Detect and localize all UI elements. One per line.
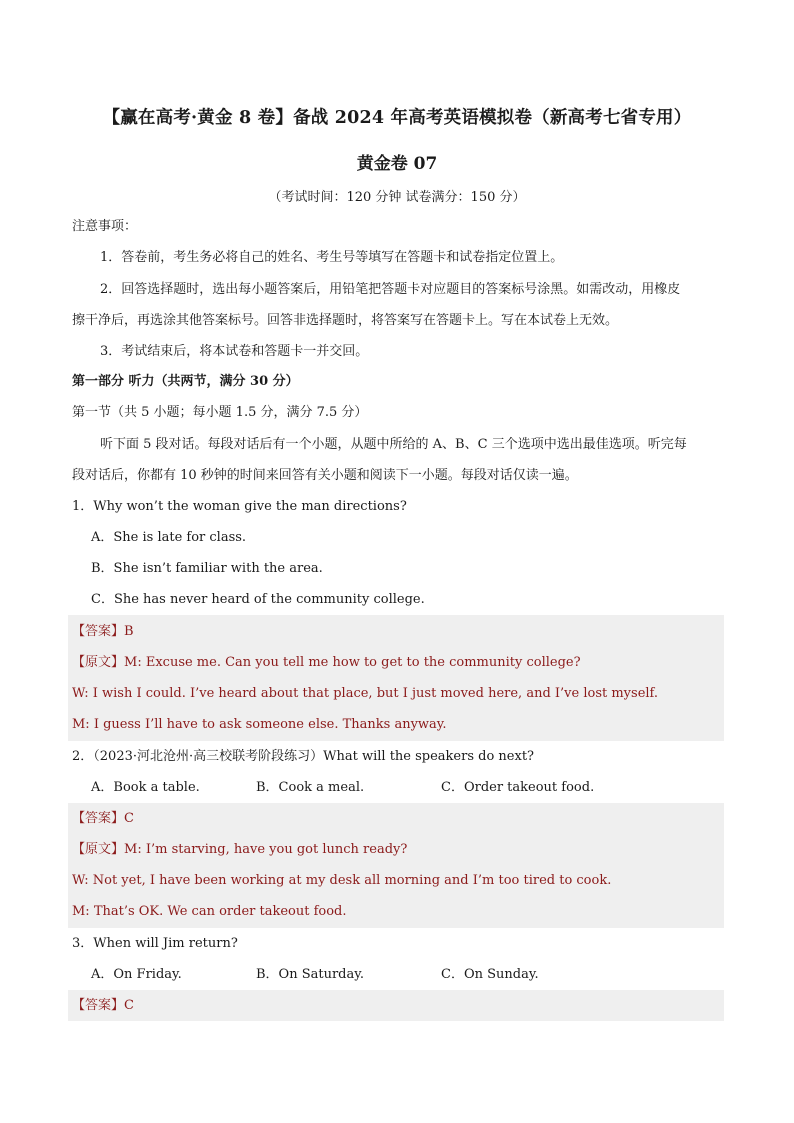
option-row	[91, 778, 724, 798]
transcript-text: W: I wish I could. I’ve heard about that place, but I just moved here, and I’ve lost myself.	[72, 686, 659, 701]
answer-value: B	[124, 624, 134, 639]
option-row	[91, 965, 724, 985]
note-item: 1．答卷前，考生务必将自己的姓名、考生号等填写在答题卡和试卷指定位置上。	[100, 250, 564, 265]
option-c: C．On Sunday.	[441, 967, 539, 982]
transcript-tag: 【原文】	[72, 655, 125, 670]
answer-tag: 【答案】	[72, 624, 125, 639]
note-item-continued: 擦干净后，再选涂其他答案标号。回答非选择题时，将答案写在答题卡上。写在本试卷上无效。	[72, 313, 619, 328]
instructions-continued: 段对话后，你都有 10 秒钟的时间来回答有关小题和阅读下一小题。每段对话仅读一遍。	[72, 468, 578, 483]
option-b: B．On Saturday.	[256, 967, 365, 982]
answer-line	[72, 809, 724, 829]
section-heading: 第一节（共 5 小题；每小题 1.5 分，满分 7.5 分）	[72, 405, 368, 420]
answer-line	[72, 622, 724, 642]
part-heading: 第一部分 听力（共两节，满分 30 分）	[72, 374, 299, 389]
note-item: 3．考试结束后，将本试卷和答题卡一并交回。	[100, 344, 369, 359]
notes-heading: 注意事项：	[72, 219, 138, 234]
transcript-line	[72, 653, 724, 673]
option-c: C．Order takeout food.	[441, 780, 595, 795]
page-subtitle: 黄金卷 07	[356, 154, 438, 174]
answer-tag: 【答案】	[72, 998, 125, 1013]
question-stem: 3．When will Jim return?	[72, 936, 238, 951]
question-stem: 2．（2023·河北沧州·高三校联考阶段练习）What will the speakers do next?	[72, 749, 535, 764]
option-a: A．She is late for class.	[91, 530, 247, 545]
instructions: 听下面 5 段对话。每段对话后有一个小题，从题中所给的 A、B、C 三个选项中选出最佳选项。听完每	[100, 437, 687, 452]
option-a: A．Book a table.	[91, 780, 200, 795]
exam-info: （考试时间：120 分钟 试卷满分：150 分）	[268, 190, 526, 205]
option-b: B．Cook a meal.	[256, 780, 365, 795]
option-a: A．On Friday.	[91, 967, 182, 982]
answer-tag: 【答案】	[72, 811, 125, 826]
transcript-text: M: I’m starving, have you got lunch ready?	[124, 842, 408, 857]
page-title: 【赢在高考·黄金 8 卷】备战 2024 年高考英语模拟卷（新高考七省专用）	[102, 108, 692, 128]
note-item: 2．回答选择题时，选出每小题答案后，用铅笔把答题卡对应题目的答案标号涂黑。如需改动，用橡皮	[100, 282, 681, 297]
answer-line	[72, 996, 724, 1016]
transcript-text: M: Excuse me. Can you tell me how to get to the community college?	[124, 655, 581, 670]
transcript-line	[72, 840, 724, 860]
transcript-text: M: I guess I’ll have to ask someone else. Thanks anyway.	[72, 717, 447, 732]
transcript-text: M: That’s OK. We can order takeout food.	[72, 904, 347, 919]
answer-value: C	[124, 811, 134, 826]
transcript-tag: 【原文】	[72, 842, 125, 857]
option-c: C．She has never heard of the community college.	[91, 592, 425, 607]
answer-value: C	[124, 998, 134, 1013]
option-b: B．She isn’t familiar with the area.	[91, 561, 323, 576]
question-stem: 1．Why won’t the woman give the man directions?	[72, 499, 407, 514]
transcript-text: W: Not yet, I have been working at my desk all morning and I’m too tired to cook.	[72, 873, 612, 888]
